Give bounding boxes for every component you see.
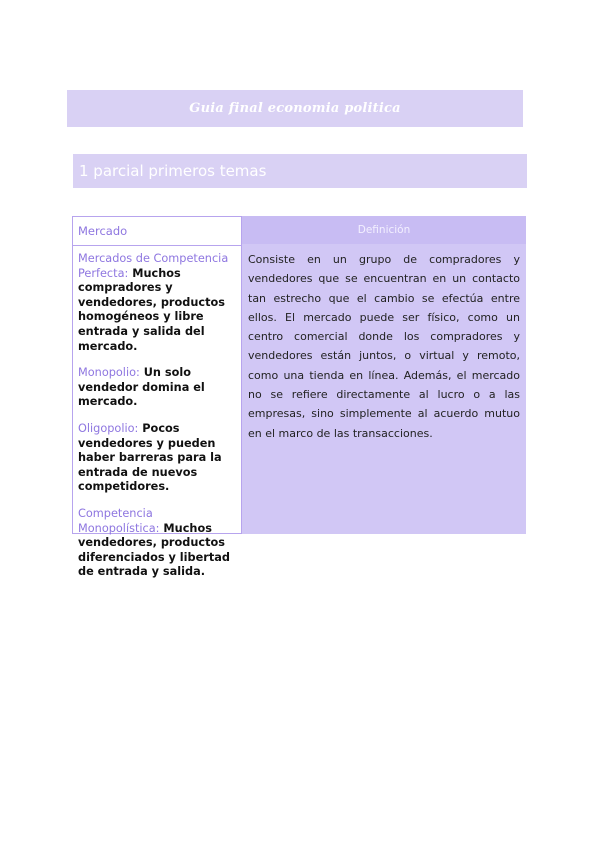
terms-header: Mercado [73, 217, 241, 246]
definition-header: Definición [242, 216, 526, 244]
document-title: Guia final economia politica [189, 101, 401, 116]
document-title-bar [67, 90, 523, 127]
terms-list [73, 246, 241, 580]
term-description: Pocos vendedores y pueden haber barreras para la entrada de nuevos competidores. [78, 421, 222, 494]
term-description: Muchos vendedores, productos diferenciados y libertad de entrada y salida. [78, 521, 230, 579]
term-name: Oligopolio: [78, 421, 139, 435]
definition-table [72, 216, 526, 579]
term-item [78, 252, 237, 354]
term-name: Mercados de Competencia Perfecta: [78, 252, 229, 280]
term-item [78, 422, 237, 495]
term-description: Muchos compradores y vendedores, productos homogéneos y libre entrada y salida del mercado. [78, 266, 225, 353]
term-item [78, 507, 237, 580]
term-name: Competencia Monopolística: [78, 506, 160, 535]
term-name: Monopolio: [78, 366, 140, 380]
terms-column [72, 216, 242, 579]
definition-text: Consiste en un grupo de compradores y vendedores que se encuentran en un contacto tan estrecho que el cambio se efectúa entre ellos. El mercado puede ser físico, como un centro comercial donde los compradores y vendedores están juntos, o virtual y remoto, como una tienda en línea. Además, el mercado no se refiere directamente al lucro o a las empresas, sino simplemente al acuerdo mutuo en el marco de las transacciones. [248, 253, 520, 440]
definition-column [242, 216, 526, 534]
term-description: Un solo vendedor domina el mercado. [78, 366, 205, 409]
section-heading: 1 parcial primeros temas [79, 162, 267, 180]
term-item [78, 366, 237, 410]
section-heading-bar [73, 154, 527, 188]
